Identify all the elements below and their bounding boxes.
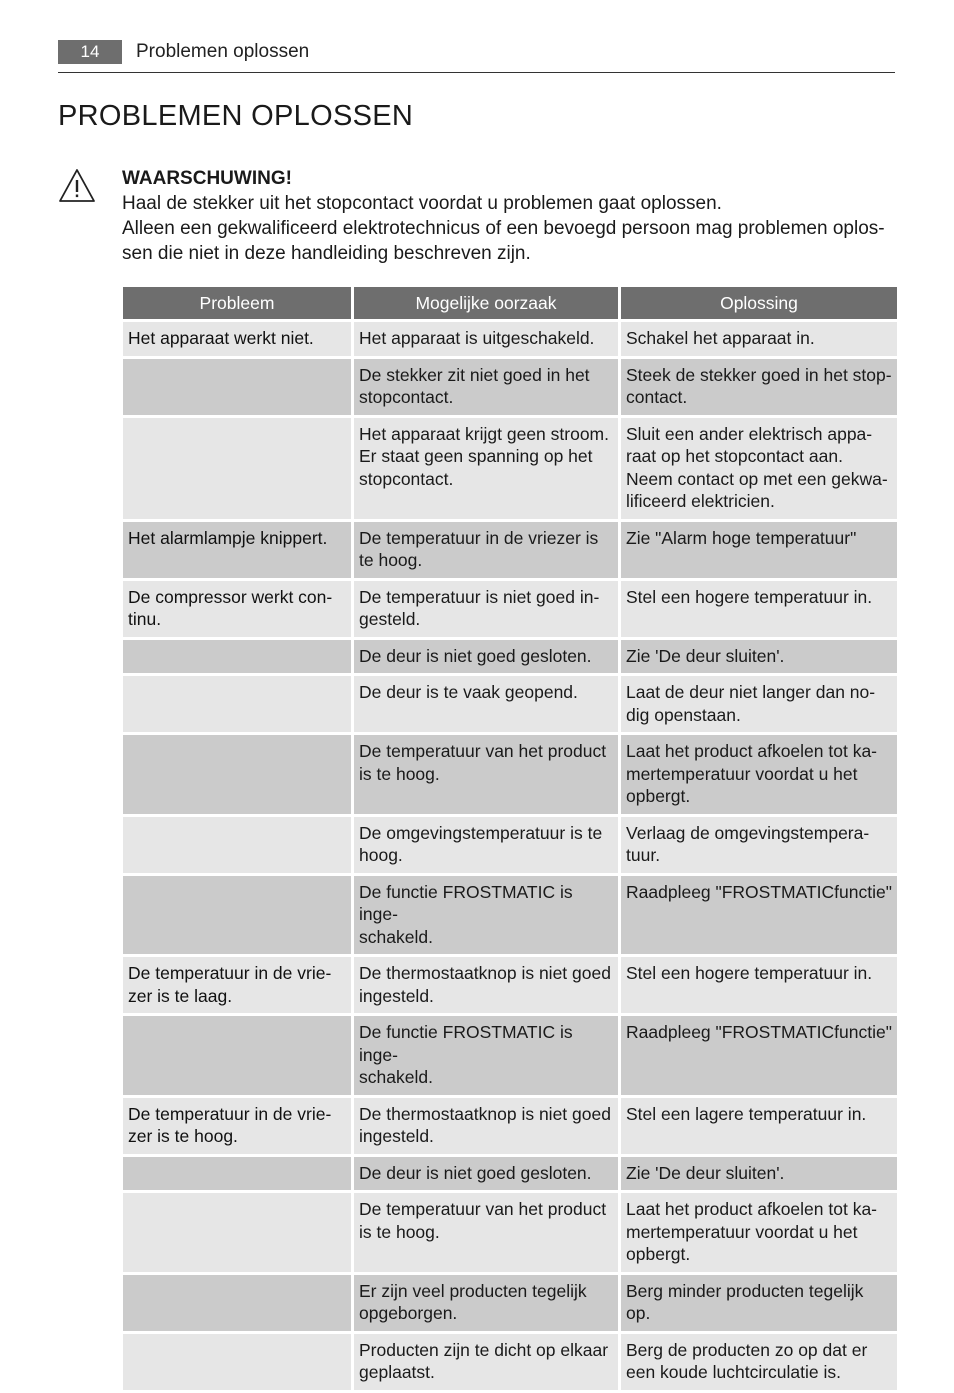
column-header-solution: Oplossing [621,287,897,319]
table-row [123,876,897,955]
problem-cell-text: De compressor werkt con- tinu. [128,586,333,629]
cause-cell-text: De functie FROSTMATIC is inge- schakeld. [359,1022,573,1087]
problem-cell [123,1193,351,1272]
table-row [123,1157,897,1191]
solution-cell [621,581,897,637]
solution-cell [621,1016,897,1095]
table-header-row [123,287,897,319]
cause-cell [354,676,618,732]
problem-cell [123,359,351,415]
solution-cell-text: Zie 'De deur sluiten'. [626,1162,785,1183]
solution-cell-text: Berg de producten zo op dat er een koude luchtcirculatie is. [626,1339,868,1382]
problem-cell-text: De temperatuur in de vrie- zer is te laag. [128,963,332,1006]
solution-cell-text: Berg minder producten tegelijk op. [626,1280,864,1323]
cause-cell [354,581,618,637]
solution-cell [621,522,897,578]
solution-cell [621,1098,897,1154]
solution-cell-text: Laat het product afkoelen tot ka- mertemperatuur voordat u het opbergt. [626,1199,877,1264]
cause-cell-text: De stekker zit niet goed in het stopcontact. [359,364,590,407]
cause-cell [354,1157,618,1191]
solution-cell-text: Laat de deur niet langer dan no- dig openstaan. [626,682,876,725]
cause-cell [354,957,618,1013]
cause-cell [354,1098,618,1154]
solution-cell-text: Schakel het apparaat in. [626,328,815,348]
page-title: PROBLEMEN OPLOSSEN [58,100,414,132]
table-row [123,957,897,1013]
solution-cell-text: Zie "Alarm hoge temperatuur" [626,527,857,548]
solution-cell [621,876,897,955]
cause-cell-text: De omgevingstemperatuur is te hoog. [359,822,603,865]
cause-cell [354,876,618,955]
solution-cell [621,359,897,415]
cause-cell-text: De deur is niet goed gesloten. [359,1162,592,1183]
warning-text-line: Alleen een gekwalificeerd elektrotechnicus of een bevoegd persoon mag problemen oplos- [122,218,885,239]
troubleshooting-table [120,284,900,1393]
problem-cell [123,581,351,637]
warning-text-line: Haal de stekker uit het stopcontact voordat u problemen gaat oplossen. [122,193,722,214]
warning-block [122,166,892,266]
cause-cell-text: Er zijn veel producten tegelijk opgeborgen. [359,1280,587,1323]
warning-heading: WAARSCHUWING! [122,168,292,189]
solution-cell-text: Steek de stekker goed in het stop- contact. [626,364,892,407]
table-row [123,359,897,415]
table-row [123,676,897,732]
cause-cell-text: De temperatuur in de vriezer is te hoog. [359,527,599,570]
cause-cell-text: De temperatuur van het product is te hoog. [359,1199,607,1242]
solution-cell-text: Stel een hogere temperatuur in. [626,963,873,983]
table-row [123,1275,897,1331]
cause-cell [354,817,618,873]
cause-cell [354,735,618,814]
problem-cell [123,418,351,519]
cause-cell-text: De deur is te vaak geopend. [359,682,578,702]
cause-cell [354,322,618,356]
solution-cell [621,640,897,674]
solution-cell [621,418,897,519]
problem-cell-text: Het alarmlampje knippert. [128,527,328,548]
cause-cell [354,1016,618,1095]
cause-cell [354,1193,618,1272]
solution-cell [621,676,897,732]
solution-cell [621,1275,897,1331]
problem-cell [123,676,351,732]
solution-cell [621,1193,897,1272]
cause-cell-text: Producten zijn te dicht op elkaar geplaatst. [359,1339,609,1382]
column-header-problem: Probleem [123,287,351,319]
table-row [123,817,897,873]
solution-cell-text: Raadpleeg "FROSTMATICfunctie" [626,1022,892,1042]
page-number: 14 [58,40,122,64]
cause-cell-text: De deur is niet goed gesloten. [359,645,592,666]
problem-cell [123,735,351,814]
solution-cell-text: Raadpleeg "FROSTMATICfunctie" [626,881,892,902]
problem-cell-text: De temperatuur in de vrie- zer is te hoog. [128,1103,332,1146]
solution-cell [621,322,897,356]
table-row [123,640,897,674]
solution-cell [621,735,897,814]
cause-cell-text: De temperatuur is niet goed in- gesteld. [359,586,600,629]
cause-cell-text: De thermostaatknop is niet goed ingesteld. [359,963,611,1006]
warning-triangle-icon [58,168,96,204]
solution-cell-text: Stel een hogere temperatuur in. [626,586,873,607]
solution-cell [621,1157,897,1191]
solution-cell-text: Zie 'De deur sluiten'. [626,645,785,666]
solution-cell-text: Laat het product afkoelen tot ka- mertemperatuur voordat u het opbergt. [626,741,877,806]
solution-cell-text: Sluit een ander elektrisch appa- raat op het stopcontact aan. Neem contact op met een gekwa- lificeerd elektricien. [626,423,888,511]
solution-cell-text: Stel een lagere temperatuur in. [626,1103,867,1124]
cause-cell-text: Het apparaat is uitgeschakeld. [359,328,595,348]
cause-cell [354,640,618,674]
problem-cell [123,1275,351,1331]
table-row [123,735,897,814]
table-row [123,581,897,637]
problem-cell [123,1098,351,1154]
cause-cell [354,1334,618,1390]
cause-cell [354,418,618,519]
solution-cell [621,1334,897,1390]
cause-cell-text: Het apparaat krijgt geen stroom. Er staat geen spanning op het stopcontact. [359,423,609,489]
table-row [123,1098,897,1154]
cause-cell-text: De temperatuur van het product is te hoog. [359,741,607,784]
problem-cell [123,817,351,873]
column-header-cause: Mogelijke oorzaak [354,287,618,319]
solution-cell-text: Verlaag de omgevingstempera- tuur. [626,822,870,865]
table-row [123,522,897,578]
table-row [123,1016,897,1095]
running-header-title: Problemen oplossen [136,41,310,62]
cause-cell [354,1275,618,1331]
solution-cell [621,957,897,1013]
cause-cell [354,522,618,578]
cause-cell [354,359,618,415]
problem-cell [123,1157,351,1191]
solution-cell [621,817,897,873]
problem-cell [123,522,351,578]
table-row [123,418,897,519]
problem-cell [123,876,351,955]
problem-cell-text: Het apparaat werkt niet. [128,328,314,348]
running-header [58,40,895,73]
problem-cell [123,640,351,674]
table-row [123,1334,897,1390]
cause-cell-text: De functie FROSTMATIC is inge- schakeld. [359,881,573,947]
table-row [123,1193,897,1272]
problem-cell [123,1016,351,1095]
cause-cell-text: De thermostaatknop is niet goed ingesteld. [359,1103,611,1146]
problem-cell [123,957,351,1013]
warning-text-line: sen die niet in deze handleiding beschreven zijn. [122,243,531,264]
problem-cell [123,1334,351,1390]
problem-cell [123,322,351,356]
table-row [123,322,897,356]
